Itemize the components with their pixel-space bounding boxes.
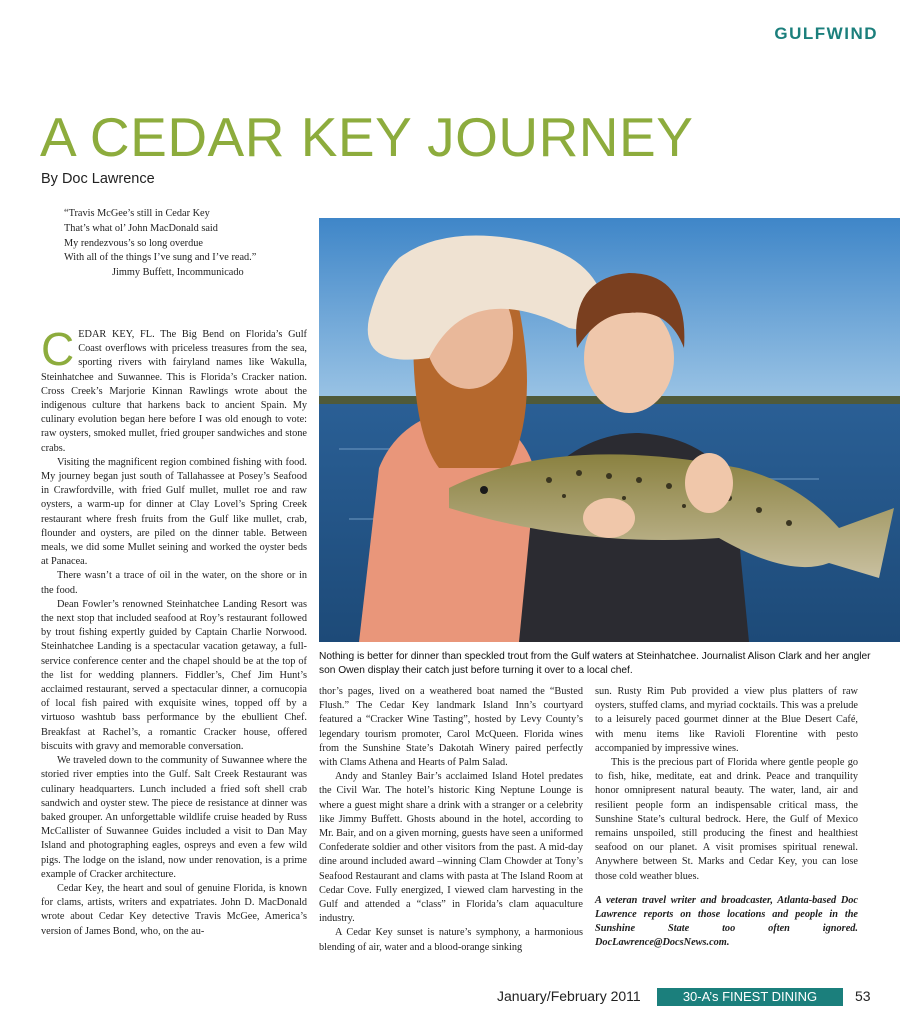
magazine-section-label: GULFWIND [774, 24, 878, 43]
page-number: 53 [855, 988, 871, 1004]
epigraph-line: With all of the things I’ve sung and I’ve read.” [64, 252, 257, 264]
article-photo [319, 218, 900, 642]
body-paragraph: Andy and Stanley Bair’s acclaimed Island Hotel predates the Civil War. The hotel’s historic King Neptune Lounge is where a guest might share a drink with a stranger or a celebrity like Jimmy Buffett. Ghosts abound in the hotel, according to Mr. Bair, and on a given morning, guests have seen a uniformed Confederate soldier and other visitors from the past. A mid-day dine around included award –winning Clam Chowder at Tony’s Seafood Restaurant and clams with pasta at The Island Room at Cedar Cove. Fully energized, I viewed clam harvesting in the Gulf and attended a “class” in Florida’s clam aquaculture industry. [319, 771, 583, 925]
body-paragraph: We traveled down to the community of Suwannee where the storied river empties into the Gulf. Salt Creek Restaurant was culinary headquarters. Lunch included a fried soft shell crab sandwich and oyster stew. The piece de resistance at dinner was baked grouper. An unforgettable wildlife cruise headed by Russ McCallister of Suwannee Guides included a visit to Dan May Island and photographing eagles, ospreys and even a few wild pigs. The lodge on the island, now under renovation, is a prime example of Cracker architecture. [41, 755, 307, 880]
epigraph-line: That’s what ol’ John MacDonald said [64, 222, 218, 234]
author-bio: A veteran travel writer and broadcaster, Atlanta-based Doc Lawrence reports on those locations and people in the Sunshine State too often ignored. DocLawrence@DocsNews.com. [595, 894, 858, 949]
photo-caption: Nothing is better for dinner than speckled trout from the Gulf waters at Steinhatchee. Journalist Alison Clark and her angler son Owen display their catch just before turning it over to a local chef. [319, 651, 871, 676]
article-column-2 [319, 685, 583, 955]
epigraph-line: My rendezvous’s so long overdue [64, 237, 203, 249]
body-paragraph: This is the precious part of Florida where gentle people go to fish, hike, meditate, eat and drink. Peace and tranquility honor omnipresent natural beauty. The water, land, air and resilient people form an indispensable critical mass, the Sunshine State’s cultural bedrock. Here, the Gulf of Mexico remains unspoiled, still producing the finest and healthiest seafood on our planet. A visit promises spiritual renewal. Anywhere between St. Marks and Cedar Key, you can lose those cold weather blues. [595, 757, 858, 882]
drop-cap: C [41, 323, 75, 375]
lead-paragraph [41, 323, 307, 456]
lead-text: The Big Bend on Florida’s Gulf Coast overflows with priceless treasures from the sea, sporting rivers with fairyland names like Wakulla, Steinhatchee and Suwannee. This is Florida’s Cracker nation. Cross Creek’s Marjorie Kinnan Rawlings wrote about the indigenous culture that harkens back to ancient Spain. My culinary evolution began here before I was old enough to vote: raw oysters, smoked mullet, fried grouper sandwiches and stone crabs. [41, 329, 307, 454]
article-title: A CEDAR KEY JOURNEY [40, 106, 694, 168]
epigraph-attribution: Jimmy Buffett, Incommunicado [112, 267, 244, 279]
hand [583, 498, 635, 538]
body-paragraph: thor’s pages, lived on a weathered boat named the “Busted Flush.” The Cedar Key landmark Island Inn’s courtyard featured a “Cracker Wine Tasting”, hosted by Levy County’s legendary tourism promoter, Carol McQueen. Florida wines from the Sunshine State’s Dakotah Winery paired perfectly with Clams Athena and Hearts of Palm Salad. [319, 686, 583, 769]
body-paragraph: Cedar Key, the heart and soul of genuine Florida, is known for clams, artists, writers and expatriates. John D. MacDonald wrote about Cedar Key detective Travis McGee, America’s version of James Bond, who, on the au- [41, 882, 307, 937]
body-paragraph: sun. Rusty Rim Pub provided a view plus platters of raw oysters, stuffed clams, and myriad cocktails. This was a prelude to a leisurely paced gourmet dinner at the Blue Desert Café, with menu items like Ravioli Florentine with pesto accompanied by impressive wines. [595, 686, 858, 754]
dateline: EDAR KEY, FL. [78, 329, 155, 340]
body-paragraph: Dean Fowler’s renowned Steinhatchee Landing Resort was the next stop that included seafood at Roy’s restaurant followed by trout fishing expertly guided by Captain Charlie Norwood. Steinhatchee Landing is a spectacular vacation getaway, a full-service conference center and the chapel should be at the top of the list for wedding planners. Fiddler’s, Chef Jim Hunt’s acclaimed restaurant, served a spectacular dinner, a cornucopia of local fish paired with exquisite wines, topped off by a virtuoso washtub bass performance by the ebullient Chef. Breakfast at Rachel’s, a romantic Cracker house, offered biscuits with gravy and memorable conversation. [41, 598, 307, 752]
publication-name: 30-A’s FINEST DINING [657, 988, 843, 1006]
article-column-1 [41, 323, 307, 939]
body-paragraph: A Cedar Key sunset is nature’s symphony, a harmonious blending of air, water and a blood-orange sinking [319, 927, 583, 953]
photo-illustration [319, 218, 900, 642]
issue-date: January/February 2011 [497, 988, 641, 1004]
body-paragraph: Visiting the magnificent region combined fishing with food. My journey began just south of Tallahassee at Posey’s Seafood in Crawfordville, with fried Gulf mullet, mullet roe and raw oysters, a warm-up for dinner at Clay Lovel’s Spring Creek restaurant where fresh fruits from the Gulf like mullet, crab, flounder and oysters, are piled on the dinner table. Between meals, we did some Mullet seining and worked the oyster beds at Panacea. [41, 456, 307, 568]
article-column-3 [595, 685, 858, 951]
hand [685, 453, 733, 513]
epigraph-line: “Travis McGee’s still in Cedar Key [64, 208, 210, 219]
epigraph [64, 207, 304, 281]
body-paragraph: There wasn’t a trace of oil in the water, on the shore or in the food. [41, 570, 307, 596]
byline: By Doc Lawrence [41, 171, 155, 187]
